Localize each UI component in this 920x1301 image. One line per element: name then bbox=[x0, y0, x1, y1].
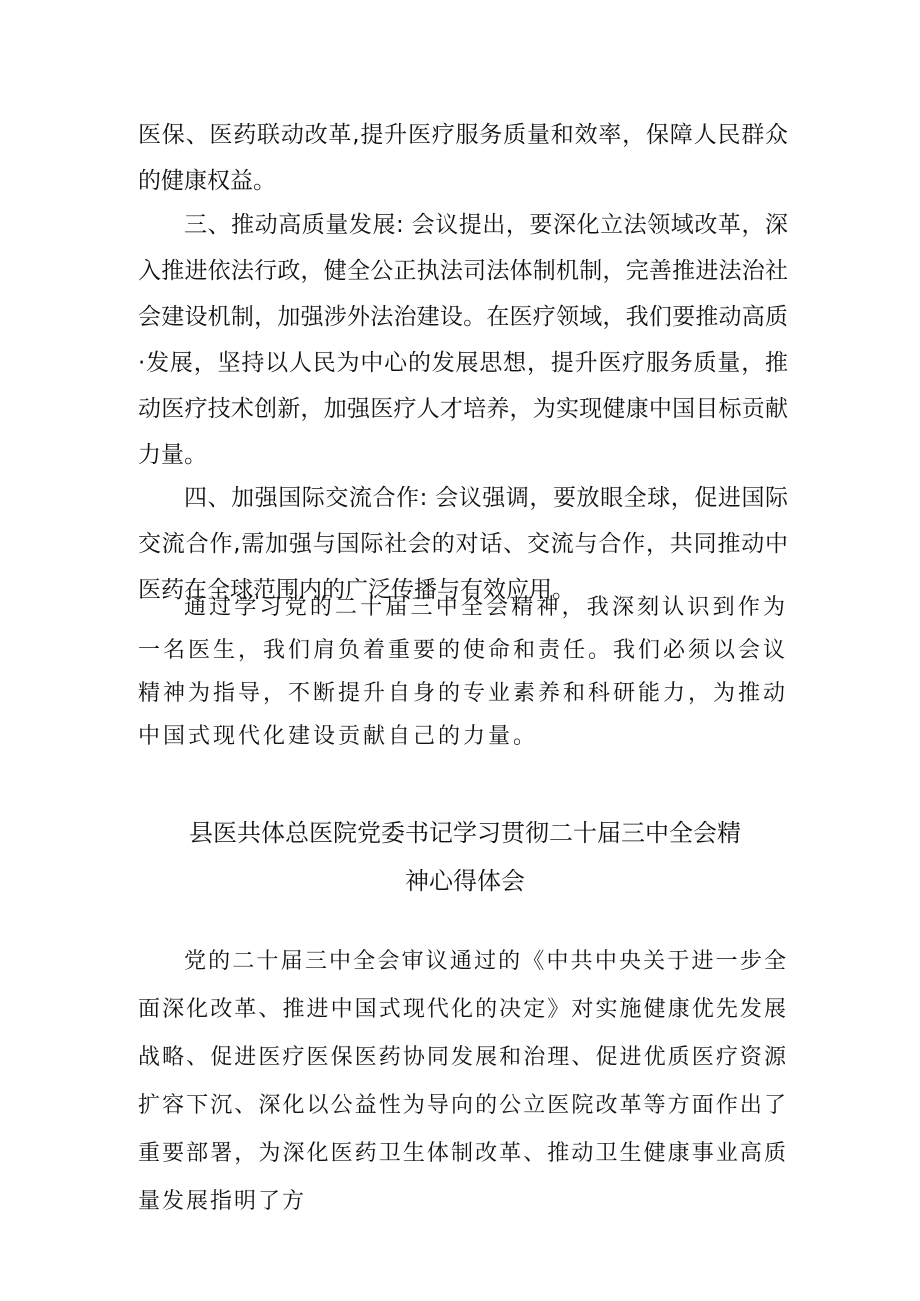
paragraph-continuation: 医保、医药联动改革,提升医疗服务质量和效率，保障人民群众的健康权益。 bbox=[138, 122, 788, 194]
article-title-line-1: 县医共体总医院党委书记学习贯彻二十届三中全会精 bbox=[189, 819, 741, 847]
article-title-line-2: 神心得体会 bbox=[405, 867, 525, 895]
paragraph-section-four: 四、加强国际交流合作: 会议强调，要放眼全球，促进国际交流合作,需加强与国际社会的对话、交流与合作，共同推动中医药在全球范围内的广泛传播与有效应用。 bbox=[138, 485, 788, 603]
paragraph-conclusion: 通过学习党的二十届三中全会精神，我深刻认识到作为一名医生，我们肩负着重要的使命和责任。我们必须以会议精神为指导，不断提升自身的专业素养和科研能力，为推动中国式现代化建设贡献自己的力量。 bbox=[138, 595, 789, 749]
article-body-paragraph: 党的二十届三中全会审议通过的《中共中央关于进一步全面深化改革、推进中国式现代化的决定》对实施健康优先发展战略、促进医疗医保医药协同发展和治理、促进优质医疗资源扩容下沉、深化以公益性为导向的公立医院改革等方面作出了重要部署，为深化医药卫生体制改革、推动卫生健康事业高质量发展指明了方 bbox=[138, 949, 788, 1214]
paragraph-section-three: 三、推动高质量发展: 会议提出，要深化立法领域改革，深入推进依法行政，健全公正执法司法体制机制，完善推进法治社会建设机制，加强涉外法治建设。在医疗领域，我们要推动高质·发展，坚持以人民为中心的发展思想，提升医疗服务质量，推动医疗技术创新，加强医疗人才培养，为实现健康中国目标贡献力量。 bbox=[138, 212, 788, 468]
